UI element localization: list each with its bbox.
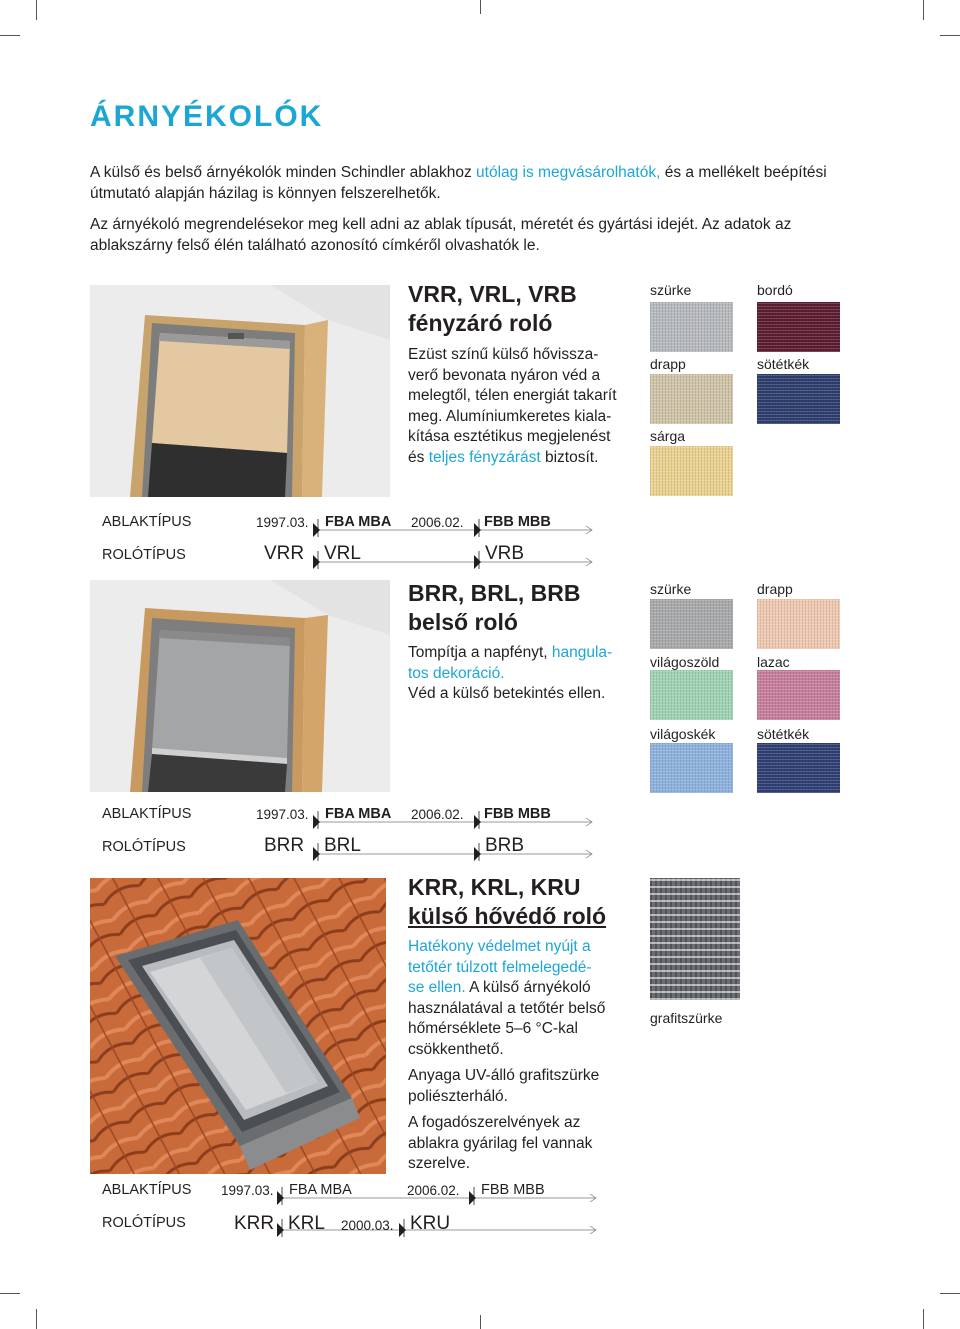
- intro-text: és a mellékelt beépítési útmutató alapján házilag is könnyen felszerelhetők.: [90, 164, 827, 202]
- swatch-color: [650, 878, 740, 1000]
- product-photo-brr: [90, 580, 390, 792]
- product-title-krr: [408, 873, 606, 931]
- product-subtitle: külső hővédő roló: [408, 903, 607, 929]
- crop-mark: [480, 0, 481, 14]
- desc-text: Tompítja a napfényt,: [408, 644, 552, 661]
- timeline-blind-code: KRL: [288, 1213, 325, 1234]
- desc-line: [408, 643, 638, 664]
- timeline-date: 1997.03.: [256, 515, 309, 530]
- desc-line: verő bevonata nyáron véd a: [408, 366, 601, 384]
- swatch-label: szürke: [650, 282, 692, 298]
- timeline-blind-code: KRU: [410, 1213, 451, 1234]
- swatch-color: [757, 374, 840, 424]
- desc-line: [408, 978, 638, 999]
- swatch-color: [650, 743, 733, 793]
- timeline-date: 1997.03.: [221, 1183, 274, 1198]
- intro-paragraph-2: Az árnyékoló megrendelésekor meg kell adni az ablak típusát, méretét és gyártási idejét. Az adatok az ablakszárny felső élén található azonosító címkéről olvashatók le.: [90, 216, 792, 254]
- timeline-blind-code: BRL: [324, 835, 361, 856]
- product-photo-vrr: [90, 285, 390, 497]
- intro-text: A külső és belső árnyékolók minden Schindler ablakhoz: [90, 164, 477, 181]
- swatch-color: [757, 743, 840, 793]
- desc-line: hőmérséklete 5–6 °C-kal: [408, 1020, 578, 1037]
- desc-line: csökkenthető.: [408, 1040, 504, 1058]
- product-title-vrr: [408, 280, 577, 338]
- timeline-blind-code: VRB: [485, 543, 525, 564]
- timeline-label-blind: ROLÓTÍPUS: [102, 839, 186, 855]
- swatch-label: grafitszürke: [650, 1010, 723, 1026]
- desc-line: szerelve.: [408, 1155, 471, 1172]
- timeline-date: 2006.02.: [411, 515, 464, 530]
- crop-mark: [36, 0, 37, 20]
- intro-paragraph-1: [90, 162, 850, 204]
- page-title: ÁRNYÉKOLÓK: [90, 100, 324, 133]
- timeline-date: 2000.03.: [341, 1218, 394, 1233]
- swatch-color: [650, 446, 733, 496]
- product-title-line: BRR, BRL, BRB: [408, 580, 581, 606]
- swatch-label: drapp: [650, 356, 686, 372]
- swatch-label: drapp: [757, 581, 793, 597]
- desc-highlight: hangula-: [551, 644, 613, 661]
- desc-line: Anyaga UV-álló grafitszürke: [408, 1067, 600, 1084]
- desc-highlight: se ellen.: [408, 979, 466, 996]
- desc-line: használatával a tetőtér belső: [408, 999, 606, 1017]
- product-subtitle: fényzáró roló: [408, 310, 553, 336]
- desc-line: Ezüst színű külső hővissza-: [408, 346, 599, 363]
- crop-mark: [923, 0, 924, 20]
- swatch-color: [757, 302, 840, 352]
- crop-mark: [0, 35, 20, 36]
- swatch-color: [757, 670, 840, 720]
- swatch-color: [650, 599, 733, 649]
- crop-mark: [940, 35, 960, 36]
- timeline-window-code: FBB MBB: [484, 514, 551, 530]
- swatch-color: [650, 302, 733, 352]
- timeline-blind-code: BRB: [485, 835, 525, 856]
- product-title-line: KRR, KRL, KRU: [408, 874, 581, 900]
- timeline-blind-code: VRR: [264, 543, 305, 564]
- desc-text: A külső árnyékoló: [465, 979, 591, 996]
- timeline-date: 1997.03.: [256, 807, 309, 822]
- desc-line: Véd a külső betekintés ellen.: [408, 685, 606, 702]
- crop-mark: [923, 1309, 924, 1329]
- desc-highlight: tetőtér túlzott felmelegedé-: [408, 958, 592, 976]
- desc-line: [408, 448, 638, 469]
- timeline-label-blind: ROLÓTÍPUS: [102, 1215, 186, 1231]
- swatch-color: [757, 599, 840, 649]
- desc-line: melegtől, télen energiát takarít: [408, 387, 617, 404]
- timeline-window-code: FBA MBA: [325, 514, 392, 530]
- intro-highlight: utólag is megvásárolhatók,: [476, 164, 661, 181]
- product-description-vrr: [408, 345, 638, 468]
- timeline-window-code: FBA MBA: [289, 1182, 352, 1198]
- desc-line: kítása esztétikus megjelenést: [408, 428, 611, 445]
- product-title-brr: [408, 579, 581, 637]
- swatch-label: sötétkék: [757, 356, 810, 372]
- desc-line: meg. Alumíniumkeretes kiala-: [408, 407, 612, 425]
- timeline-window-code: FBB MBB: [481, 1182, 545, 1198]
- desc-highlight: Hatékony védelmet nyújt a: [408, 938, 591, 955]
- timeline-window-code: FBB MBB: [484, 806, 551, 822]
- product-photo-krr: [90, 878, 386, 1174]
- swatch-label: bordó: [757, 282, 793, 298]
- timeline-label-window: ABLAKTÍPUS: [102, 1182, 192, 1198]
- swatch-label: világoskék: [650, 726, 716, 742]
- swatch-label: sárga: [650, 428, 686, 444]
- crop-mark: [940, 1293, 960, 1294]
- swatch-color: [650, 374, 733, 424]
- crop-mark: [480, 1315, 481, 1329]
- desc-line: ablakra gyárilag fel vannak: [408, 1134, 593, 1152]
- timeline-label-blind: ROLÓTÍPUS: [102, 547, 186, 563]
- product-description-brr: [408, 643, 638, 705]
- product-subtitle: belső roló: [408, 609, 518, 635]
- timeline-blind-code: VRL: [324, 543, 361, 564]
- desc-highlight: teljes fényzárást: [428, 448, 541, 466]
- crop-mark: [0, 1293, 20, 1294]
- desc-highlight: tos dekoráció.: [408, 664, 505, 682]
- desc-line: A fogadószerelvények az: [408, 1114, 581, 1131]
- desc-text: biztosít.: [540, 448, 599, 466]
- crop-mark: [36, 1309, 37, 1329]
- swatch-label: lazac: [757, 654, 790, 670]
- timeline-date: 2006.02.: [411, 807, 464, 822]
- timeline-blind-code: BRR: [264, 835, 305, 856]
- desc-text: és: [408, 448, 429, 466]
- swatch-label: sötétkék: [757, 726, 810, 742]
- timeline-window-code: FBA MBA: [325, 806, 392, 822]
- timeline-date: 2006.02.: [407, 1183, 460, 1198]
- desc-line: poliészterháló.: [408, 1087, 508, 1105]
- timeline-label-window: ABLAKTÍPUS: [102, 514, 192, 530]
- timeline-blind-code: KRR: [234, 1213, 275, 1234]
- timeline-label-window: ABLAKTÍPUS: [102, 806, 192, 822]
- swatch-label: világoszöld: [650, 654, 720, 670]
- swatch-color: [650, 670, 733, 720]
- swatch-label: szürke: [650, 581, 692, 597]
- product-title-line: VRR, VRL, VRB: [408, 281, 577, 307]
- product-description-krr: [408, 937, 638, 1175]
